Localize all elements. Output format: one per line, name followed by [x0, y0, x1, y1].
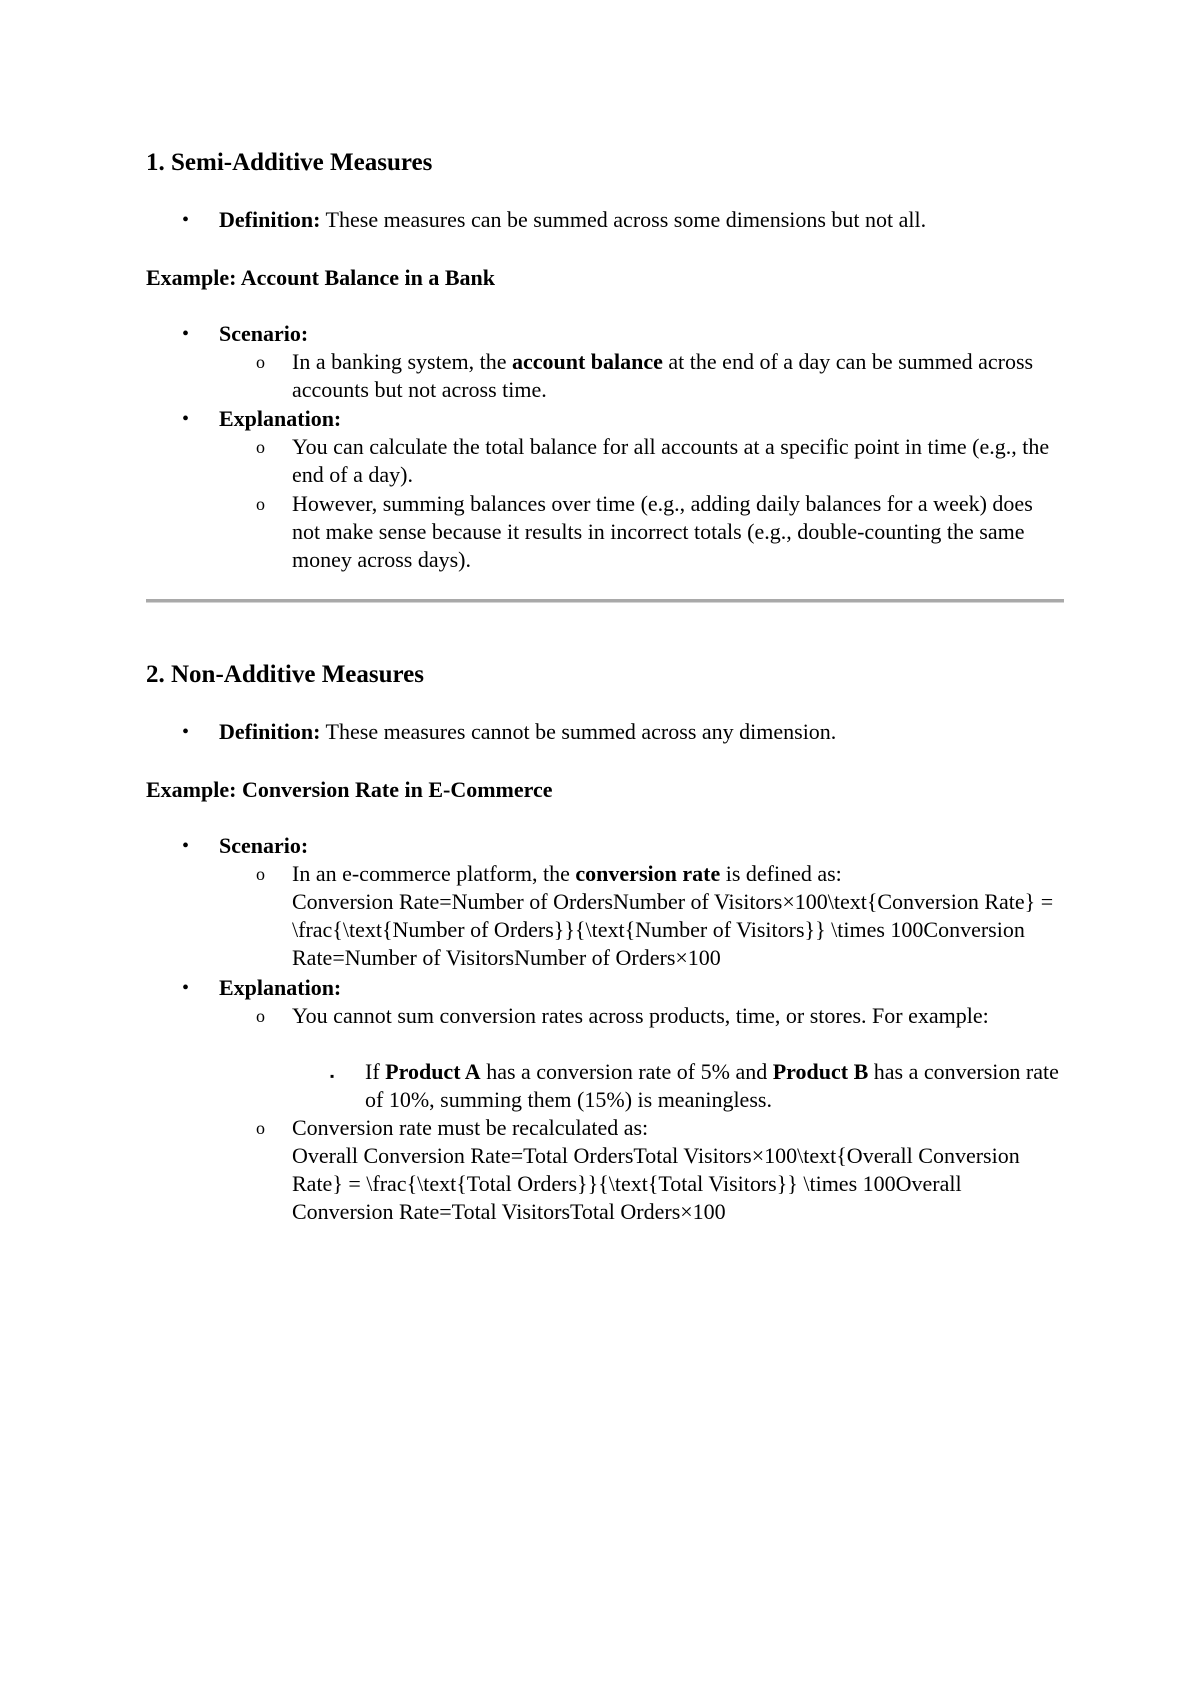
section-2-title: 2. Non-Additive Measures: [146, 661, 425, 688]
circle-bullet-icon: o: [256, 437, 265, 457]
square-bullet-icon: ▪: [330, 1069, 335, 1083]
formula-text: Conversion Rate=Number of OrdersNumber of Visitors×100\text{Conversion Rate} = \frac{\text{Number of Orders}}{\text{Number of Visitors}} \times 100Conversion Rate=Number of VisitorsNumber of Orders×100: [292, 889, 1054, 970]
definition-label: Definition:: [219, 719, 321, 744]
explanation-text: However, summing balances over time (e.g., adding daily balances for a week) does not make sense because it results in incorrect totals (e.g., double-counting the same money across days).: [292, 491, 1033, 572]
bold-term: conversion rate: [575, 861, 721, 886]
text-run: In an e-commerce platform, the: [292, 861, 576, 886]
explanation-label: Explanation:: [219, 406, 342, 431]
definition-text: [219, 718, 1066, 746]
bullet-icon: •: [182, 721, 190, 743]
scenario-label: Scenario:: [219, 833, 309, 858]
definition-body: These measures can be summed across some dimensions but not all.: [320, 207, 927, 232]
text-run: In a banking system, the: [292, 349, 512, 374]
explanation-text: You cannot sum conversion rates across products, time, or stores. For example:: [292, 1003, 989, 1028]
scenario-text: [292, 348, 1066, 404]
example-title: Example: Conversion Rate in E-Commerce: [146, 777, 553, 802]
circle-bullet-icon: o: [256, 494, 265, 514]
bullet-icon: •: [182, 323, 190, 345]
bullet-icon: •: [182, 835, 190, 857]
section-divider: [146, 599, 1064, 603]
example-title: Example: Account Balance in a Bank: [146, 265, 495, 290]
explanation-label: Explanation:: [219, 975, 342, 1000]
circle-bullet-icon: o: [256, 864, 265, 884]
definition-label: Definition:: [219, 207, 321, 232]
circle-bullet-icon: o: [256, 1118, 265, 1138]
bullet-icon: •: [182, 977, 190, 999]
scenario-label: Scenario:: [219, 321, 309, 346]
explanation-text: You can calculate the total balance for all accounts at a specific point in time (e.g., the end of a day).: [292, 434, 1050, 487]
formula-text: Overall Conversion Rate=Total OrdersTotal Visitors×100\text{Overall Conversion Rate} = \frac{\text{Total Orders}}{\text{Total Visitors}} \times 100Overall Conversion Rate=Total VisitorsTotal Orders×100: [292, 1143, 1020, 1224]
text-run: is defined as:: [720, 861, 842, 886]
text-run: has a conversion rate of 10%, summing them (15%) is meaningless.: [365, 1059, 1059, 1112]
text-run: Conversion rate must be recalculated as:: [292, 1115, 649, 1140]
definition-text: [219, 206, 1066, 234]
circle-bullet-icon: o: [256, 1006, 265, 1026]
definition-body: These measures cannot be summed across any dimension.: [320, 719, 837, 744]
section-1-title: 1. Semi-Additive Measures: [146, 149, 433, 176]
bullet-icon: •: [182, 408, 190, 430]
bullet-icon: •: [182, 209, 190, 231]
circle-bullet-icon: o: [256, 352, 265, 372]
bold-term: Product A: [385, 1059, 481, 1084]
text-run: at the end of a day can be summed across accounts but not across time.: [292, 349, 1034, 402]
text-run: has a conversion rate of 5% and: [480, 1059, 773, 1084]
scenario-text: [292, 860, 1066, 972]
explanation-text: [292, 1114, 1066, 1226]
bold-term: Product B: [772, 1059, 869, 1084]
bold-term: account balance: [511, 349, 663, 374]
text-run: If: [365, 1059, 386, 1084]
example-text: [365, 1058, 1066, 1114]
